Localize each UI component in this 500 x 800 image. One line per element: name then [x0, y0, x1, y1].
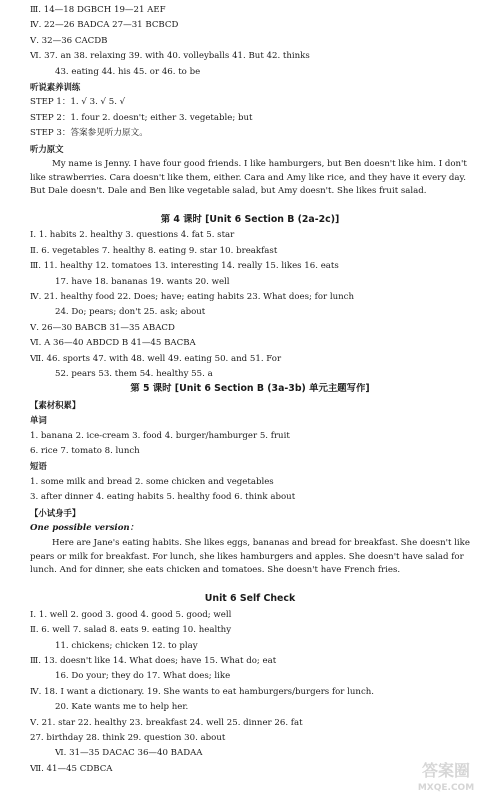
answer-line: Ⅵ. 31—35 DACAC 36—40 BADAA — [55, 748, 203, 759]
answer-line: Ⅲ. 13. doesn't like 14. What does; have 15. What do; eat — [30, 656, 277, 666]
answer-line: Ⅱ. 6. well 7. salad 8. eats 9. eating 10. healthy — [30, 625, 232, 636]
listening-script: My name is Jenny. I have four good friends. I like hamburgers, but Ben doesn't like him. I don't like strawberries. Cara doesn't like them, either. Cara and Amy like rice, and they have it every day. But Dale doesn't. Dale and Ben like vegetable salad, but Amy doesn't. She likes fruit salad. — [30, 159, 467, 196]
answer-line: Ⅳ. 18. I want a dictionary. 19. She wants to eat hamburgers/burgers for lunch. — [30, 686, 375, 697]
sample-label: One possible version： — [30, 523, 139, 533]
answer-line: Ⅱ. 6. vegetables 7. healthy 8. eating 9. star 10. breakfast — [30, 245, 278, 256]
answer-line: Ⅴ. 26—30 BABCB 31—35 ABACD — [30, 322, 175, 333]
answer-line: 6. rice 7. tomato 8. lunch — [30, 446, 140, 456]
section-label: 听说素养训练 — [30, 82, 81, 92]
watermark-url: MXQE.COM — [417, 783, 475, 793]
lesson-heading: Unit 6 Self Check — [204, 593, 296, 605]
answer-line: Ⅳ. 22—26 BADCA 27—31 BCBCD — [30, 20, 179, 31]
answer-line: 20. Kate wants me to help her. — [55, 702, 189, 713]
section-label: 听力原文 — [30, 143, 64, 154]
sample-essay: Here are Jane's eating habits. She likes eggs, bananas and bread for breakfast. She doesn't like pears or milk for breakfast. For lunch, she likes hamburgers and apples. She doesn't have salad for lunch. And for dinner, she eats chicken and tomatoes. She doesn't have French fries. — [30, 538, 470, 576]
answer-line: 1. some milk and bread 2. some chicken and vegetables — [30, 476, 274, 487]
answer-line: STEP 3：答案参见听力原文。 — [30, 128, 148, 139]
answer-line: Ⅵ. 37. an 38. relaxing 39. with 40. volleyballs 41. But 42. thinks — [30, 51, 310, 62]
answer-line: 24. Do; pears; don't 25. ask; about — [55, 307, 206, 318]
section-label: 【素材积累】 — [30, 399, 81, 410]
answer-line: 1. banana 2. ice-cream 3. food 4. burger/hamburger 5. fruit — [30, 430, 290, 441]
answer-line: Ⅶ. 41—45 CDBCA — [30, 763, 113, 774]
section-label: 【小试身手】 — [30, 507, 81, 518]
section-label: 单词 — [30, 415, 47, 426]
answer-line: 3. after dinner 4. eating habits 5. healthy food 6. think about — [30, 492, 296, 503]
answer-line: Ⅴ. 32—36 CACDB — [30, 35, 108, 46]
answer-line: Ⅶ. 46. sports 47. with 48. well 49. eating 50. and 51. For — [30, 353, 282, 364]
answer-line: Ⅳ. 21. healthy food 22. Does; have; eating habits 23. What does; for lunch — [30, 292, 355, 302]
answer-line: Ⅴ. 21. star 22. healthy 23. breakfast 24. well 25. dinner 26. fat — [30, 717, 303, 728]
answer-line: 27. birthday 28. think 29. question 30. about — [30, 733, 226, 743]
section-label: 短语 — [30, 461, 47, 472]
answer-line: Ⅵ. A 36—40 ABDCD B 41—45 BACBA — [30, 338, 196, 349]
answer-line: Ⅰ. 1. habits 2. healthy 3. questions 4. fat 5. star — [30, 230, 235, 241]
answer-line: 17. have 18. bananas 19. wants 20. well — [55, 276, 230, 287]
watermark-logo — [398, 756, 494, 796]
answer-line: 16. Do your; they do 17. What does; like — [55, 671, 231, 682]
lesson-heading: 第 5 课时 [Unit 6 Section B (3a-3b) 单元主题写作] — [130, 383, 370, 395]
answer-line: STEP 1：1. √ 3. √ 5. √ — [30, 97, 126, 108]
answer-line: Ⅲ. 11. healthy 12. tomatoes 13. interesting 14. really 15. likes 16. eats — [30, 261, 339, 272]
answer-line: 11. chickens; chicken 12. to play — [55, 640, 198, 651]
lesson-heading: 第 4 课时 [Unit 6 Section B (2a-2c)] — [160, 214, 340, 225]
answer-line: Ⅰ. 1. well 2. good 3. good 4. good 5. good; well — [30, 609, 232, 620]
watermark-text: 答案圈 — [421, 761, 471, 780]
answer-line: 52. pears 53. them 54. healthy 55. a — [55, 369, 213, 379]
answer-line: STEP 2：1. four 2. doesn't; either 3. vegetable; but — [30, 112, 253, 123]
answer-line: 43. eating 44. his 45. or 46. to be — [55, 66, 201, 77]
answer-line: Ⅲ. 14—18 DGBCH 19—21 AEF — [30, 5, 166, 15]
